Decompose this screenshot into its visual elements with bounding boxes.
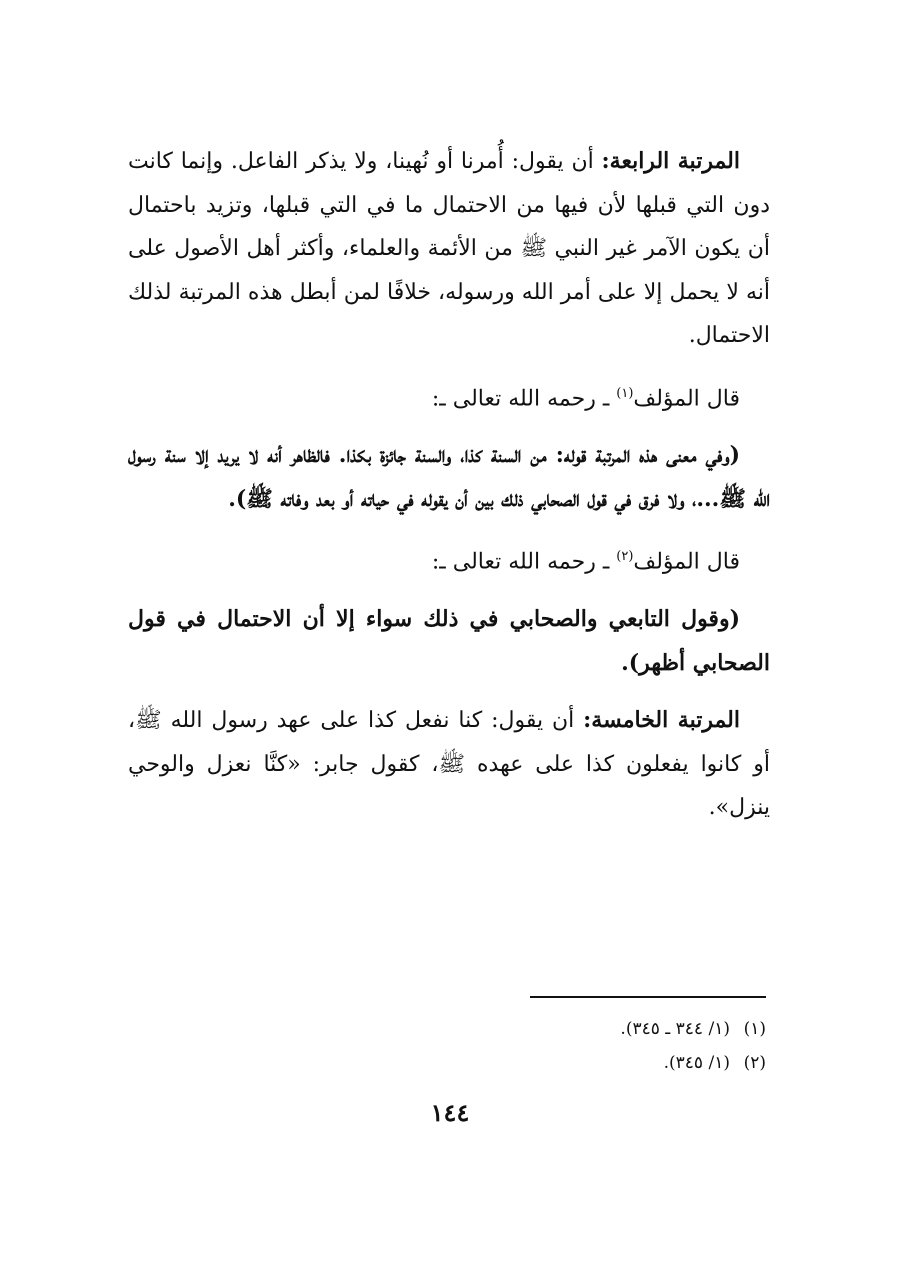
quoted-text: (وفي معنى هذه المرتبة قوله: من السنة كذا، والسنة جائزة بكذا. فالظاهر أنه لا يريد إلا سنة رسول الله ﷺ...، ولا فرق في قول الصحابي ذلك بين أن يقوله في حياته أو بعد وفاته ﷺ).: [128, 442, 770, 512]
paragraph-text: أن يقول: أُمرنا أو نُهينا، ولا يذكر الفاعل. وإنما كانت دون التي قبلها لأن فيها من الاحتمال ما في التي قبلها، وتزيد باحتمال أن يكون الآمر غير النبي ﷺ من الأئمة والعلماء، وأكثر أهل الأصول على أنه لا يحمل إلا على أمر الله ورسوله، خلافًا لمن أبطل هذه المرتبة لذلك الاحتمال.: [128, 149, 770, 348]
author-said-line-1: [128, 372, 770, 421]
footnote-ref-1: (١): [616, 385, 634, 401]
footnote-2: [400, 1046, 766, 1080]
footnote-number: (٢): [743, 1053, 766, 1073]
footnote-text: (١/ ٣٤٥).: [663, 1053, 730, 1073]
author-said-tail: ـ رحمه الله تعالى ـ:: [431, 385, 617, 411]
main-text: [128, 140, 770, 844]
quoted-text-2: [128, 598, 770, 685]
paragraph-text: أن يقول: كنا نفعل كذا على عهد رسول الله ﷺ، أو كانوا يفعلون كذا على عهده ﷺ، كقول جابر: «كنَّا نعزل والوحي ينزل».: [128, 708, 771, 821]
author-said-tail: ـ رحمه الله تعالى ـ:: [431, 549, 617, 575]
footnotes: [400, 1012, 766, 1080]
author-said-label: قال المؤلف: [633, 385, 740, 411]
footnote-number: (١): [743, 1019, 766, 1039]
footnote-divider: [530, 996, 766, 998]
quoted-text: (وقول التابعي والصحابي في ذلك سواء إلا أن الاحتمال في قول الصحابي أظهر).: [128, 606, 770, 676]
paragraph-rank-four: [128, 140, 770, 358]
paragraph-lead: المرتبة الخامسة:: [583, 707, 740, 734]
author-said-line-2: [128, 535, 770, 584]
paragraph-rank-five: [128, 699, 770, 830]
quoted-text-1: [128, 434, 770, 521]
author-said-label: قال المؤلف: [633, 549, 740, 575]
paragraph-lead: المرتبة الرابعة:: [601, 148, 740, 174]
page-number: ١٤٤: [430, 1098, 470, 1127]
footnote-text: (١/ ٣٤٤ ـ ٣٤٥).: [620, 1019, 730, 1039]
footnote-1: [400, 1012, 766, 1046]
footnote-ref-2: (٢): [616, 549, 634, 565]
